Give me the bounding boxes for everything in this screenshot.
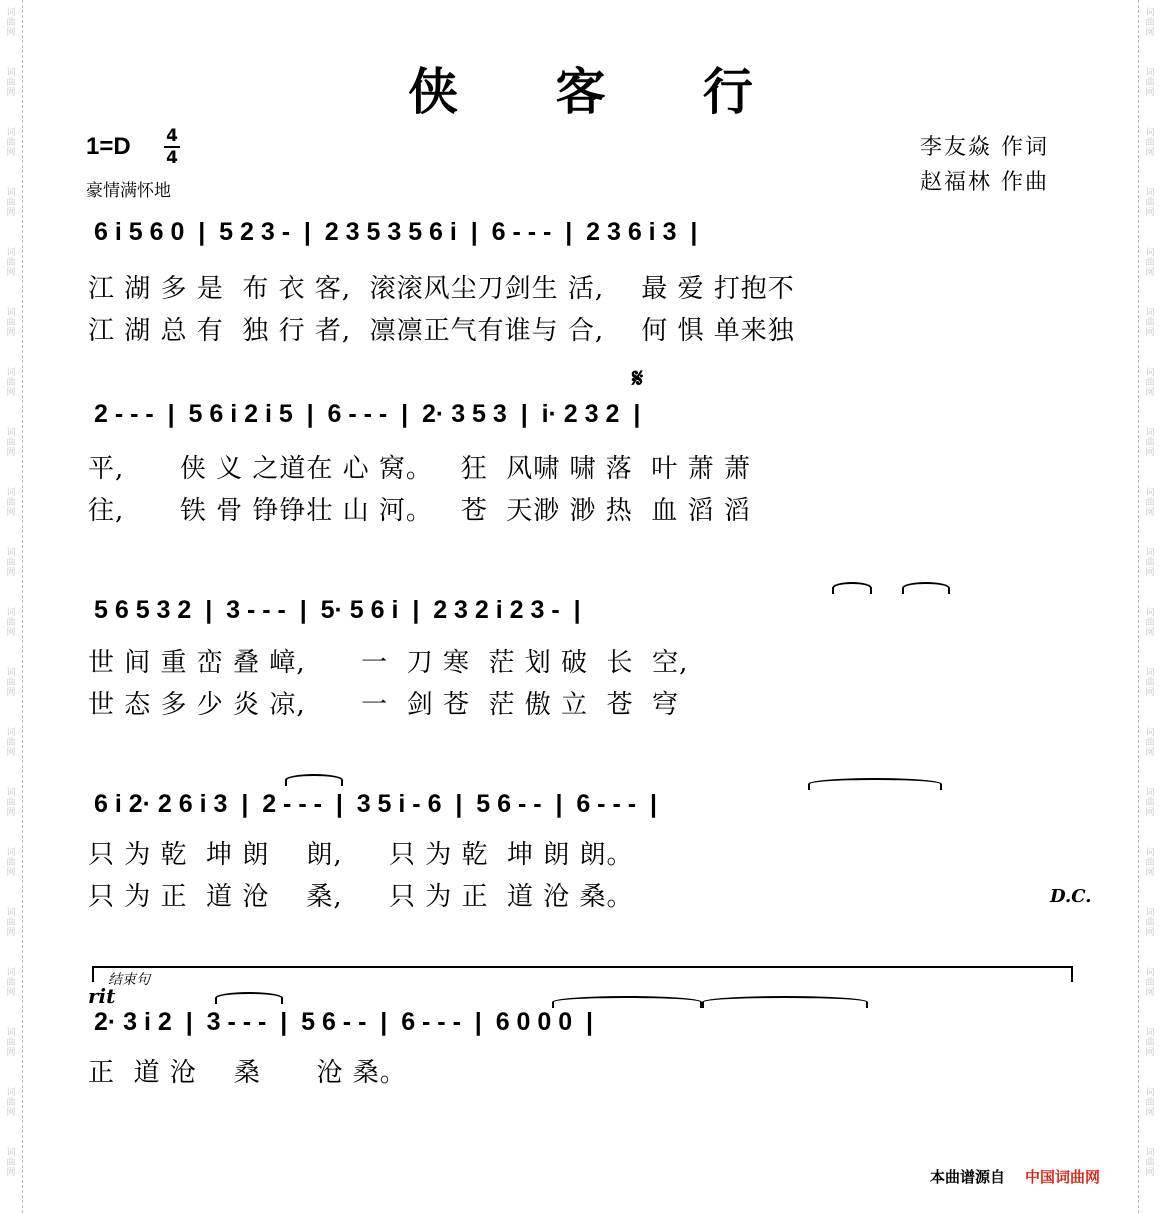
bar-line: | bbox=[191, 596, 227, 624]
bar-line: | bbox=[636, 790, 657, 818]
watermark-text: 词 曲 网 bbox=[1145, 68, 1155, 98]
right-watermark-strip bbox=[1138, 0, 1161, 1213]
bar-line: | bbox=[171, 1008, 207, 1036]
footer-brand: 中国词曲网 bbox=[1025, 1168, 1101, 1186]
lyric-verse-2: 往, 铁 骨 铮铮壮 山 河。 苍 天渺 渺 热 血 滔 滔 bbox=[88, 496, 751, 526]
watermark-text: 词 曲 网 bbox=[6, 608, 16, 638]
watermark-text: 词 曲 网 bbox=[6, 128, 16, 158]
watermark-text: 词 曲 网 bbox=[6, 368, 16, 398]
tie-mark bbox=[902, 582, 950, 594]
bar-line: | bbox=[266, 1008, 302, 1036]
watermark-text: 词 曲 网 bbox=[1145, 128, 1155, 158]
tie-mark bbox=[832, 582, 872, 594]
tie-mark bbox=[552, 996, 702, 1008]
time-signature bbox=[164, 127, 180, 167]
measure: 3 5 i - 6 bbox=[356, 790, 442, 818]
bar-line: | bbox=[559, 596, 581, 624]
segno-sign: 𝄋 bbox=[632, 364, 644, 394]
watermark-text: 词 曲 网 bbox=[6, 668, 16, 698]
lyric-verse-1: 世 间 重 峦 叠 嶂, 一 刀 寒 茫 划 破 长 空, bbox=[88, 648, 689, 678]
tie-mark bbox=[702, 996, 868, 1008]
measure: 2· 3 i 2 bbox=[94, 1008, 172, 1036]
measure: 6 i 5 6 0 bbox=[94, 218, 185, 246]
measure: 6 - - - bbox=[576, 790, 637, 818]
notes-line bbox=[94, 400, 640, 429]
watermark-text: 词 曲 网 bbox=[6, 188, 16, 218]
bar-line: | bbox=[153, 400, 189, 428]
measure: 2 - - - bbox=[94, 400, 154, 428]
footer-source bbox=[930, 1166, 1100, 1187]
lyricist-credit: 李友焱 作词 bbox=[920, 135, 1049, 160]
watermark-text: 词 曲 网 bbox=[1145, 788, 1155, 818]
bar-line: | bbox=[321, 790, 357, 818]
measure: 2· 3 5 3 bbox=[422, 400, 507, 428]
watermark-text: 词 曲 网 bbox=[1145, 188, 1155, 218]
measure: 2 3 6 i 3 bbox=[586, 218, 677, 246]
left-watermark-strip bbox=[0, 0, 23, 1213]
bar-line: | bbox=[398, 596, 434, 624]
bar-line: | bbox=[551, 218, 587, 246]
lyric-verse-1: 江 湖 多 是 布 衣 客, 滚滚风尘刀剑生 活, 最 爱 打抱不 bbox=[88, 274, 795, 304]
bar-line: | bbox=[292, 400, 328, 428]
lyric-verse-2: 江 湖 总 有 独 行 者, 凛凛正气有谁与 合, 何 惧 单来独 bbox=[88, 316, 795, 346]
measure: 5 6 5 3 2 bbox=[94, 596, 192, 624]
watermark-text: 词 曲 网 bbox=[1145, 248, 1155, 278]
notes-line bbox=[94, 1008, 593, 1037]
bar-line: | bbox=[366, 1008, 402, 1036]
watermark-text: 词 曲 网 bbox=[1145, 728, 1155, 758]
watermark-text: 词 曲 网 bbox=[6, 968, 16, 998]
measure: 5 6 - - bbox=[301, 1008, 367, 1036]
ending-bracket bbox=[92, 966, 1073, 982]
measure: 2 3 2 i 2 3 - bbox=[433, 596, 560, 624]
watermark-text: 词 曲 网 bbox=[1145, 8, 1155, 38]
watermark-text: 词 曲 网 bbox=[1145, 608, 1155, 638]
measure: 6 - - - bbox=[491, 218, 552, 246]
watermark-text: 词 曲 网 bbox=[1145, 848, 1155, 878]
bar-line: | bbox=[460, 1008, 496, 1036]
watermark-text: 词 曲 网 bbox=[6, 308, 16, 338]
watermark-text: 词 曲 网 bbox=[6, 1148, 16, 1178]
watermark-text: 词 曲 网 bbox=[1145, 968, 1155, 998]
measure: 6 - - - bbox=[327, 400, 388, 428]
time-top: 4 bbox=[166, 126, 178, 146]
watermark-text: 词 曲 网 bbox=[1145, 428, 1155, 458]
song-title: 侠 客 行 bbox=[408, 62, 793, 121]
measure: 6 - - - bbox=[401, 1008, 461, 1036]
composer-credit: 赵福林 作曲 bbox=[920, 170, 1049, 195]
measure: 6 0 0 0 bbox=[495, 1008, 573, 1036]
measure: i· 2 3 2 bbox=[541, 400, 620, 428]
watermark-text: 词 曲 网 bbox=[1145, 1028, 1155, 1058]
bar-line: | bbox=[387, 400, 423, 428]
measure: 2 3 5 3 5 6 i bbox=[324, 218, 457, 246]
watermark-text: 词 曲 网 bbox=[6, 488, 16, 518]
bar-line: | bbox=[506, 400, 542, 428]
bar-line: | bbox=[619, 400, 641, 428]
lyric-verse-1: 正 道 沧 桑 沧 桑。 bbox=[88, 1058, 407, 1088]
measure: 5 6 i 2 i 5 bbox=[188, 400, 293, 428]
measure: 2 - - - bbox=[262, 790, 322, 818]
watermark-text: 词 曲 网 bbox=[6, 908, 16, 938]
watermark-text: 词 曲 网 bbox=[1145, 488, 1155, 518]
bar-line: | bbox=[227, 790, 263, 818]
measure: 5· 5 6 i bbox=[320, 596, 399, 624]
lyric-verse-1: 只 为 乾 坤 朗 朗, 只 为 乾 坤 朗 朗。 bbox=[88, 840, 634, 870]
bar-line: | bbox=[184, 218, 220, 246]
watermark-text: 词 曲 网 bbox=[6, 548, 16, 578]
watermark-text: 词 曲 网 bbox=[6, 8, 16, 38]
notes-line bbox=[94, 218, 697, 247]
measure: 5 2 3 - bbox=[219, 218, 291, 246]
key-signature: 1=D bbox=[86, 133, 131, 160]
watermark-text: 词 曲 网 bbox=[6, 1088, 16, 1118]
da-capo-mark: D.C. bbox=[1050, 886, 1092, 907]
bar-line: | bbox=[541, 790, 577, 818]
tempo-mood: 豪情满怀地 bbox=[86, 181, 171, 201]
watermark-text: 词 曲 网 bbox=[6, 1028, 16, 1058]
ending-label: 结束句 bbox=[108, 972, 150, 988]
watermark-text: 词 曲 网 bbox=[6, 428, 16, 458]
watermark-text: 词 曲 网 bbox=[6, 68, 16, 98]
bar-line: | bbox=[572, 1008, 594, 1036]
lyric-verse-2: 世 态 多 少 炎 凉, 一 剑 苍 茫 傲 立 苍 穹 bbox=[88, 690, 680, 720]
lyric-verse-2: 只 为 正 道 沧 桑, 只 为 正 道 沧 桑。 bbox=[88, 882, 634, 912]
watermark-text: 词 曲 网 bbox=[1145, 368, 1155, 398]
bar-line: | bbox=[285, 596, 321, 624]
watermark-text: 词 曲 网 bbox=[6, 848, 16, 878]
watermark-text: 词 曲 网 bbox=[1145, 308, 1155, 338]
measure: 6 i 2· 2 6 i 3 bbox=[94, 790, 228, 818]
footer-text: 本曲谱源自 bbox=[930, 1168, 1006, 1186]
bar-line: | bbox=[676, 218, 698, 246]
measure: 3 - - - bbox=[226, 596, 286, 624]
bar-line: | bbox=[441, 790, 477, 818]
measure: 3 - - - bbox=[206, 1008, 267, 1036]
notes-line bbox=[94, 790, 657, 819]
time-bottom: 4 bbox=[166, 148, 178, 168]
tie-mark bbox=[808, 778, 942, 790]
watermark-text: 词 曲 网 bbox=[1145, 1088, 1155, 1118]
notes-line bbox=[94, 596, 581, 625]
watermark-text: 词 曲 网 bbox=[6, 728, 16, 758]
bar-line: | bbox=[290, 218, 325, 246]
watermark-text: 词 曲 网 bbox=[1145, 548, 1155, 578]
watermark-text: 词 曲 网 bbox=[6, 248, 16, 278]
tie-mark bbox=[285, 774, 343, 786]
ritardando-mark: rit bbox=[88, 984, 116, 1008]
tie-mark bbox=[215, 992, 283, 1004]
measure: 5 6 - - bbox=[476, 790, 542, 818]
watermark-text: 词 曲 网 bbox=[1145, 908, 1155, 938]
lyric-verse-1: 平, 侠 义 之道在 心 窝。 狂 风啸 啸 落 叶 萧 萧 bbox=[88, 454, 751, 484]
bar-line: | bbox=[456, 218, 492, 246]
watermark-text: 词 曲 网 bbox=[1145, 1148, 1155, 1178]
watermark-text: 词 曲 网 bbox=[1145, 668, 1155, 698]
watermark-text: 词 曲 网 bbox=[6, 788, 16, 818]
